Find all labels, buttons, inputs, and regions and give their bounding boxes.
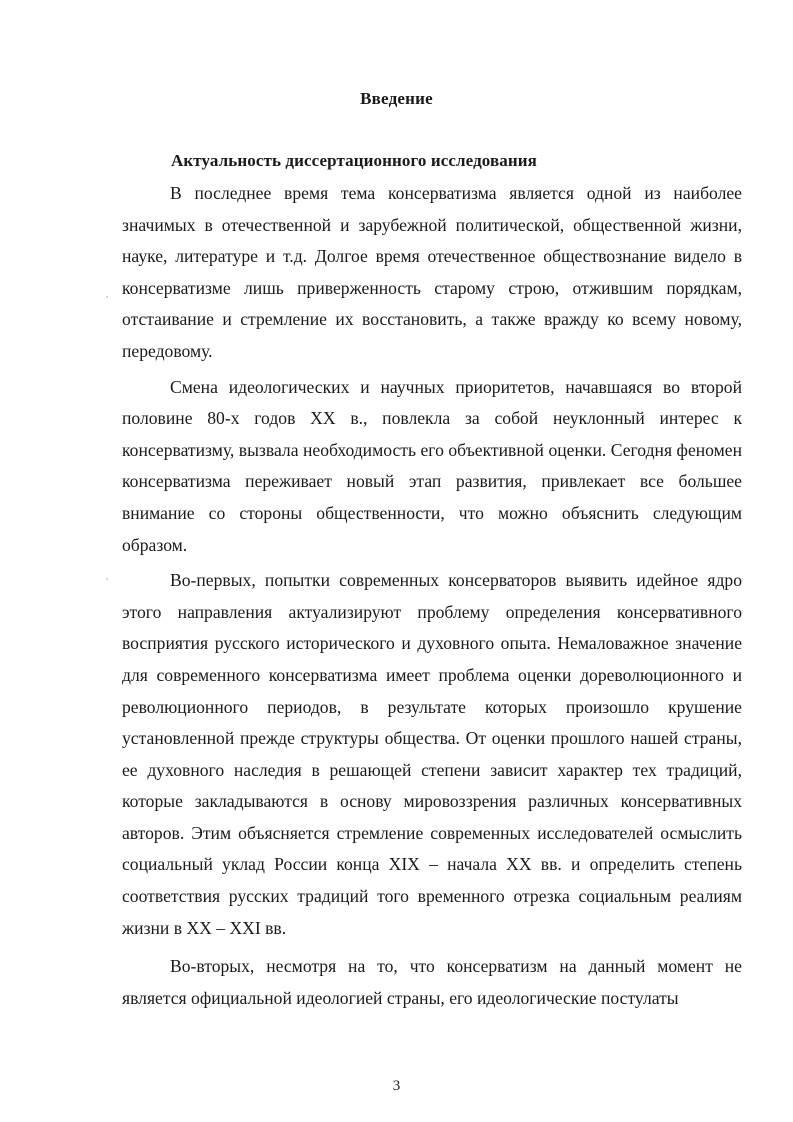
paragraph-3: Во-первых, попытки современных консерваторов выявить идейное ядро этого направления актуализируют проблему определения консервативного восприятия русского исторического и духовного опыта. Немаловажное значение для современного консерватизма имеет проблема оценки дореволюционного и революционного периодов, в результате которых произошло крушение установленной прежде структуры общества. От оценки прошлого нашей страны, ее духовного наследия в решающей степени зависит характер тех традиций, которые закладываются в основу мировоззрения различных консервативных авторов. Этим объясняется стремление современных исследователей осмыслить социальный уклад России конца XIX – начала XX вв. и определить степень соответствия русских традиций того временного отрезка социальным реалиям жизни в XX – XXI вв.: [122, 570, 742, 938]
body-text: [122, 178, 742, 1014]
scan-speck: [106, 296, 108, 298]
paragraph-2: Смена идеологических и научных приоритетов, начавшаяся во второй половине 80-х годов XX в., повлекла за собой неуклонный интерес к консерватизму, вызвала необходимость его объективной оценки. Сегодня феномен консерватизма переживает новый этап развития, привлекает все большее внимание со стороны общественности, что можно объяснить следующим образом.: [122, 376, 742, 555]
paragraph-1: В последнее время тема консерватизма является одной из наиболее значимых в отечественной и зарубежной политической, общественной жизни, науке, литературе и т.д. Долгое время отечественное обществознание видело в консерватизме лишь приверженность старому строю, отжившим порядкам, отстаивание и стремление их восстановить, а также вражду ко всему новому, передовому.: [122, 183, 742, 361]
chapter-title: Введение: [360, 89, 433, 108]
scan-speck: [106, 578, 108, 580]
page-number: 3: [392, 1078, 401, 1094]
section-heading: Актуальность диссертационного исследования: [171, 151, 537, 170]
paragraph-4: Во-вторых, несмотря на то, что консерватизм на данный момент не является официальной идеологией страны, его идеологические постулаты: [122, 956, 742, 1008]
